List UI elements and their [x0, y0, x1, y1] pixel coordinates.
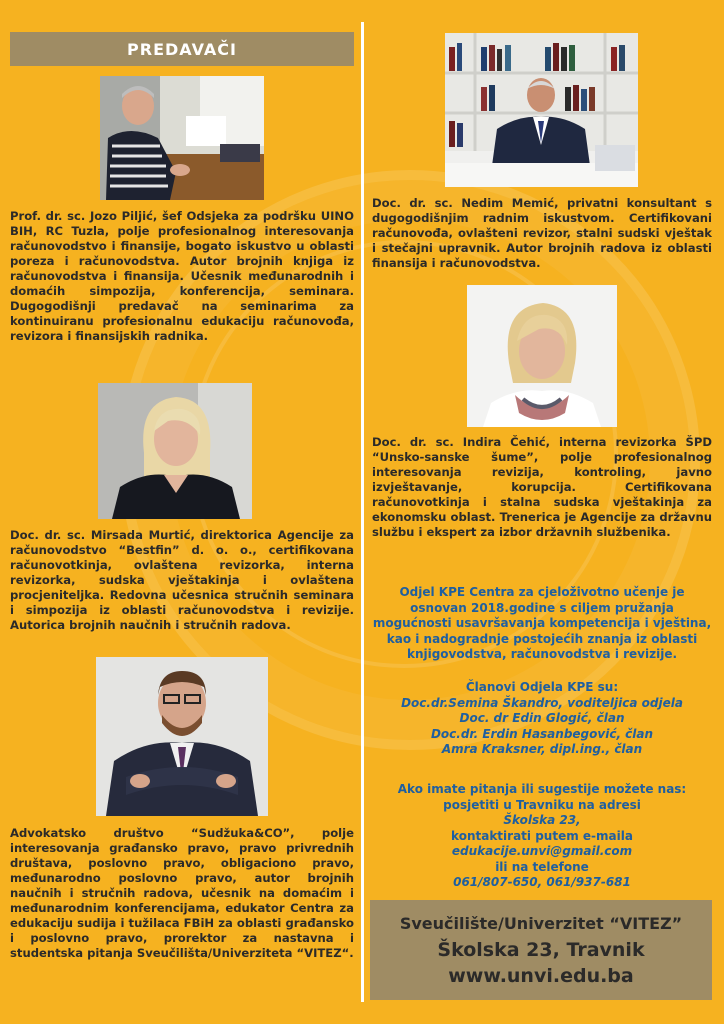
contact-line: kontaktirati putem e-maila [451, 828, 633, 843]
member-item: Doc. dr Edin Glogić, član [459, 711, 625, 725]
kpe-intro: Odjel KPE Centra za cjeloživotno učenje je osnovan 2018.godine s ciljem pružanja mogućnosti usavršavanja kompetencija i vještina, kao i nadogradnje postojećih znanja iz oblasti knjigovodstva, računovodstva i revizije. [372, 585, 712, 661]
kpe-members-block [372, 680, 712, 758]
photo-jozo-piljic [100, 76, 264, 200]
lecturer-bio-nedim-memic: Doc. dr. sc. Nedim Memić, privatni konsultant s dugogodišnjim radnim iskustvom. Certifikovani računovođa, ovlašteni revizor, stalni sudski vještak i stečajni upravnik. Autor brojnih radova iz oblasti finansija i računovodstva. [372, 196, 712, 270]
university-address: Školska 23, Travnik [437, 939, 645, 961]
photo-nedim-memic [445, 33, 638, 187]
contact-address: Školska 23, [503, 813, 581, 827]
photo-sudzuka-lecturer [96, 657, 268, 816]
university-footer-box [370, 900, 712, 1000]
section-title: PREDAVAČI [10, 32, 354, 66]
contact-phones: 061/807-650, 061/937-681 [453, 875, 631, 889]
contact-line: Ako imate pitanja ili sugestije možete nas: [397, 782, 687, 796]
member-item: Doc.dr. Erdin Hasanbegović, član [430, 726, 654, 741]
contact-block [372, 782, 712, 891]
column-divider [361, 22, 364, 1002]
member-item: Doc.dr.Semina Škandro, voditeljica odjela [401, 695, 683, 710]
lecturer-bio-indira-cehic: Doc. dr. sc. Indira Čehić, interna revizorka ŠPD “Unsko-sanske šume”, polje profesionalnog interesovanja revizija, kontroling, javno izvještavanje, korupcija. Certifikovana računovotkinja i stalna sudska vještakinja za ekonomsku oblast. Trenerica je Agencije za državnu službu i ekspert za izbor državnih službenika. [372, 435, 712, 539]
member-item: Amra Kraksner, dipl.ing., član [441, 742, 643, 756]
contact-line: ili na telefone [495, 859, 589, 874]
lecturer-bio-mirsada-murtic: Doc. dr. sc. Mirsada Murtić, direktorica Agencije za računovodstvo “Bestfin” d. o. o., certifikovana računovotkinja, ovlaštena revizorka, interna revizorka, sudska vještakinja i ovlaštena procjeniteljka. Redovna učesnica stručnih seminara i simpozija iz oblasti računovodstva i revizije. Autorica brojnih naučnih i stručnih radova. [10, 528, 354, 632]
university-name: Sveučilište/Univerzitet “VITEZ” [399, 914, 683, 933]
contact-email-link[interactable]: edukacije.unvi@gmail.com [451, 844, 633, 858]
contact-line: posjetiti u Travniku na adresi [443, 797, 641, 812]
university-website-link[interactable]: www.unvi.edu.ba [448, 965, 634, 987]
lecturer-bio-sudzuka: Advokatsko društvo “Sudžuka&CO”, polje interesovanja građansko pravo, pravo privrednih društava, poslovno pravo, obligaciono pravo, međunarodno poslovno pravo, autor brojnih naučnih i stručnih radova, učesnik na domaćim i međunarodnim konferencijama, edukator Centra za edukaciju sudija i tužilaca FBiH za oblasti građansko i poslovno pravo, prorektor za nastavna i studentska pitanja Sveučilišta/Univerziteta “VITEZ“. [10, 826, 354, 960]
members-title: Članovi Odjela KPE su: [465, 680, 619, 694]
photo-mirsada-murtic [98, 383, 252, 519]
lecturer-bio-jozo-piljic: Prof. dr. sc. Jozo Piljić, šef Odsjeka za podršku UINO BIH, RC Tuzla, polje profesionalnog interesovanja računovodstvo i finansije, bogato iskustvo u oblasti poreza i računovodstva. Autor brojnih knjiga iz računovodstva i finansija. Učesnik međunarodnih i domaćih simpozija, konferencija, seminara. Dugogodišnji predavač na seminarima za kontinuiranu profesionalnu edukaciju računovođa, revizora i finansijskih radnika. [10, 209, 354, 343]
photo-indira-cehic [467, 285, 617, 427]
